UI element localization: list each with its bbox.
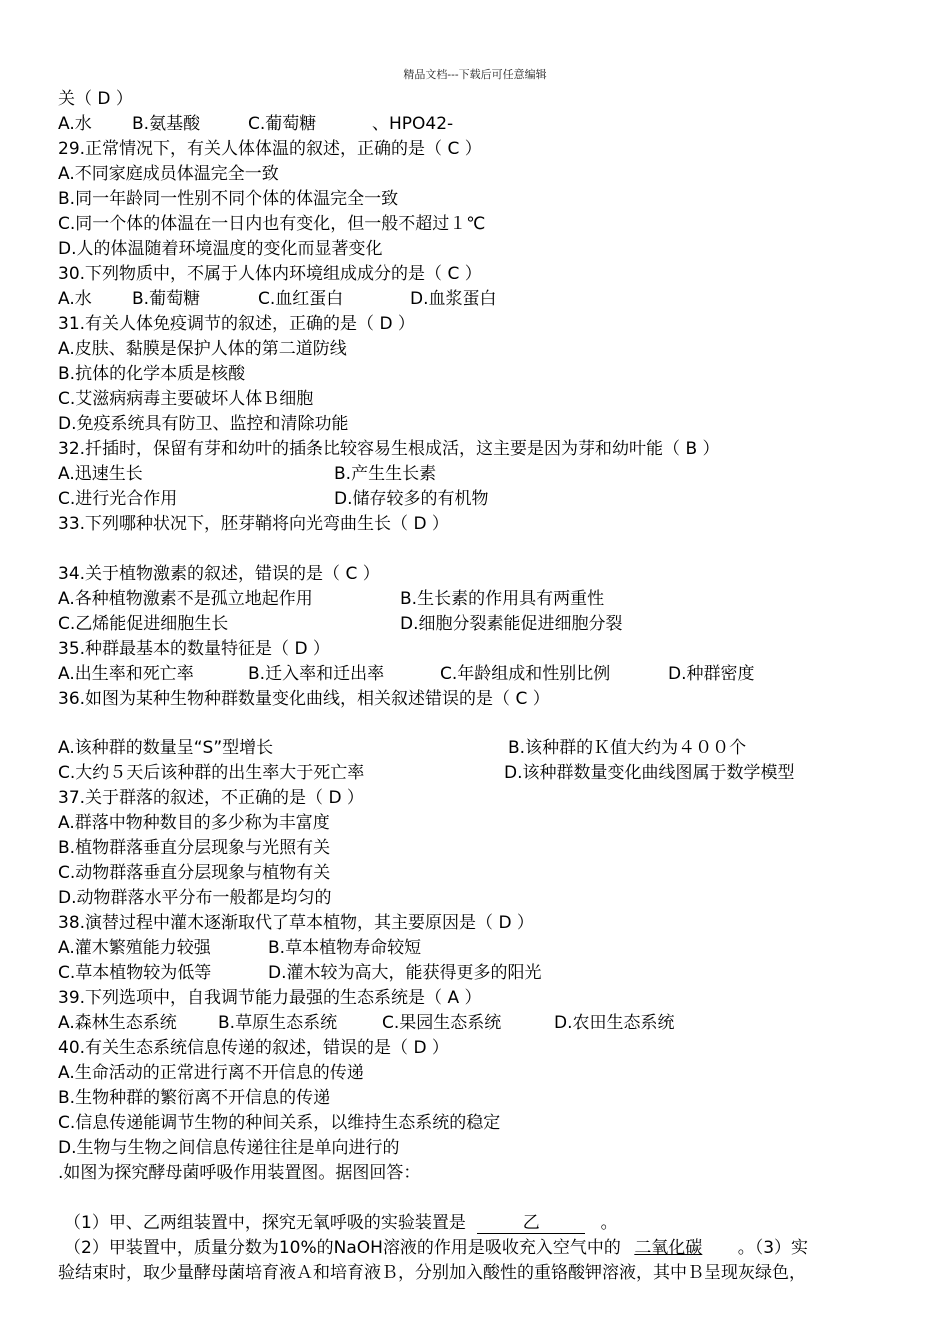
text-line: 验结束时，取少量酵母菌培育液Ａ和培育液Ｂ，分别加入酸性的重铬酸钾溶液，其中Ｂ呈现灰绿色， — [58, 1263, 806, 1283]
sub-question-suffix: 。（3）实 — [737, 1238, 809, 1258]
option: A.群落中物种数目的多少称为丰富度 — [58, 813, 330, 833]
option: D.细胞分裂素能促进细胞分裂 — [400, 614, 623, 634]
option: C.年龄组成和性别比例 — [440, 664, 611, 684]
option: D.血浆蛋白 — [410, 289, 497, 309]
question-title: 32.扦插时，保留有芽和幼叶的插条比较容易生根成活，这主要是因为芽和幼叶能（ B ） — [58, 439, 720, 459]
option: B.该种群的Ｋ值大约为４００个 — [508, 738, 747, 758]
option-row — [58, 113, 888, 135]
option-row — [58, 288, 888, 310]
option: C.信息传递能调节生物的种间关系，以维持生态系统的稳定 — [58, 1113, 501, 1133]
question-title: 34.关于植物激素的叙述，错误的是（ C ） — [58, 564, 380, 584]
question-title: .如图为探究酵母菌呼吸作用装置图。据图回答： — [58, 1163, 421, 1183]
option: B.抗体的化学本质是核酸 — [58, 364, 246, 384]
question-title: 33.下列哪种状况下，胚芽鞘将向光弯曲生长（ D ） — [58, 514, 449, 534]
option: B.同一年龄同一性别不同个体的体温完全一致 — [58, 189, 399, 209]
question-title: 39.下列选项中，自我调节能力最强的生态系统是（ A ） — [58, 988, 482, 1008]
option-row — [58, 613, 888, 635]
option: C.大约５天后该种群的出生率大于死亡率 — [58, 763, 365, 783]
option-row — [58, 1012, 888, 1034]
question-title: 38.演替过程中灌木逐渐取代了草本植物，其主要原因是（ D ） — [58, 913, 534, 933]
option: B.葡萄糖 — [132, 289, 201, 309]
option: A.不同家庭成员体温完全一致 — [58, 164, 279, 184]
option: A.森林生态系统 — [58, 1013, 177, 1033]
option: D.储存较多的有机物 — [334, 489, 489, 509]
option: D.免疫系统具有防卫、监控和清除功能 — [58, 414, 349, 434]
question-title: 40.有关生态系统信息传递的叙述，错误的是（ D ） — [58, 1038, 449, 1058]
answer-blank: 二氧化碳 — [634, 1238, 703, 1258]
option: C.进行光合作用 — [58, 489, 178, 509]
option-row — [58, 937, 888, 959]
question-title: 35.种群最基本的数量特征是（ D ） — [58, 639, 330, 659]
option: B.植物群落垂直分层现象与光照有关 — [58, 838, 331, 858]
option: D.动物群落水平分布一般都是均匀的 — [58, 888, 332, 908]
option: A.水 — [58, 114, 92, 134]
option: C.同一个体的体温在一日内也有变化，但一般不超过１℃ — [58, 214, 486, 234]
option: A.各种植物激素不是孤立地起作用 — [58, 589, 313, 609]
question-title: 29.正常情况下，有关人体体温的叙述，正确的是（ C ） — [58, 139, 482, 159]
sub-question-2 — [64, 1237, 808, 1259]
page-header: 精品文档---下载后可任意编辑 — [403, 68, 547, 81]
option-row — [58, 737, 888, 759]
sub-question-text: （1）甲、乙两组装置中，探究无氧呼吸的实验装置是 — [64, 1213, 466, 1233]
option: D.灌木较为高大，能获得更多的阳光 — [268, 963, 542, 983]
option: D.生物与生物之间信息传递往往是单向进行的 — [58, 1138, 400, 1158]
option: 、HPO42- — [372, 114, 454, 134]
option: B.生物种群的繁衍离不开信息的传递 — [58, 1088, 331, 1108]
option: A.灌木繁殖能力较强 — [58, 938, 211, 958]
question-title: 36.如图为某种生物种群数量变化曲线，相关叙述错误的是（ C ） — [58, 689, 550, 709]
option: C.草本植物较为低等 — [58, 963, 212, 983]
option: C.乙烯能促进细胞生长 — [58, 614, 229, 634]
question-title: 30.下列物质中，不属于人体内环境组成成分的是（ C ） — [58, 264, 482, 284]
option-row — [58, 962, 888, 984]
option: B.氨基酸 — [132, 114, 201, 134]
sub-question-suffix: 。 — [600, 1213, 618, 1233]
option: C.血红蛋白 — [258, 289, 344, 309]
option: A.水 — [58, 289, 92, 309]
option: C.艾滋病病毒主要破坏人体Ｂ细胞 — [58, 389, 314, 409]
option: A.出生率和死亡率 — [58, 664, 194, 684]
option: B.草本植物寿命较短 — [268, 938, 422, 958]
option-row — [58, 663, 888, 685]
option: C.葡萄糖 — [248, 114, 317, 134]
option-row — [58, 488, 888, 510]
option: D.该种群数量变化曲线图属于数学模型 — [504, 763, 795, 783]
option-row — [58, 762, 888, 784]
option: D.农田生态系统 — [554, 1013, 675, 1033]
sub-question-text: （2）甲装置中，质量分数为10%的NaOH溶液的作用是吸收充入空气中的 — [64, 1238, 621, 1258]
option: A.迅速生长 — [58, 464, 143, 484]
option: A.该种群的数量呈“S”型增长 — [58, 738, 274, 758]
option: B.产生生长素 — [334, 464, 437, 484]
option-row — [58, 463, 888, 485]
option: A.生命活动的正常进行离不开信息的传递 — [58, 1063, 364, 1083]
option: D.人的体温随着环境温度的变化而显著变化 — [58, 239, 383, 259]
option: C.动物群落垂直分层现象与植物有关 — [58, 863, 331, 883]
answer-blank: 乙 — [477, 1213, 585, 1234]
option: D.种群密度 — [668, 664, 755, 684]
option: B.迁入率和迁出率 — [248, 664, 385, 684]
option: B.生长素的作用具有两重性 — [400, 589, 605, 609]
sub-question-1 — [64, 1212, 618, 1234]
option-row — [58, 588, 888, 610]
text-line: 关（ D ） — [58, 89, 133, 109]
option: B.草原生态系统 — [218, 1013, 338, 1033]
question-title: 37.关于群落的叙述，不正确的是（ D ） — [58, 788, 364, 808]
question-title: 31.有关人体免疫调节的叙述，正确的是（ D ） — [58, 314, 415, 334]
option: C.果园生态系统 — [382, 1013, 502, 1033]
option: A.皮肤、黏膜是保护人体的第二道防线 — [58, 339, 347, 359]
